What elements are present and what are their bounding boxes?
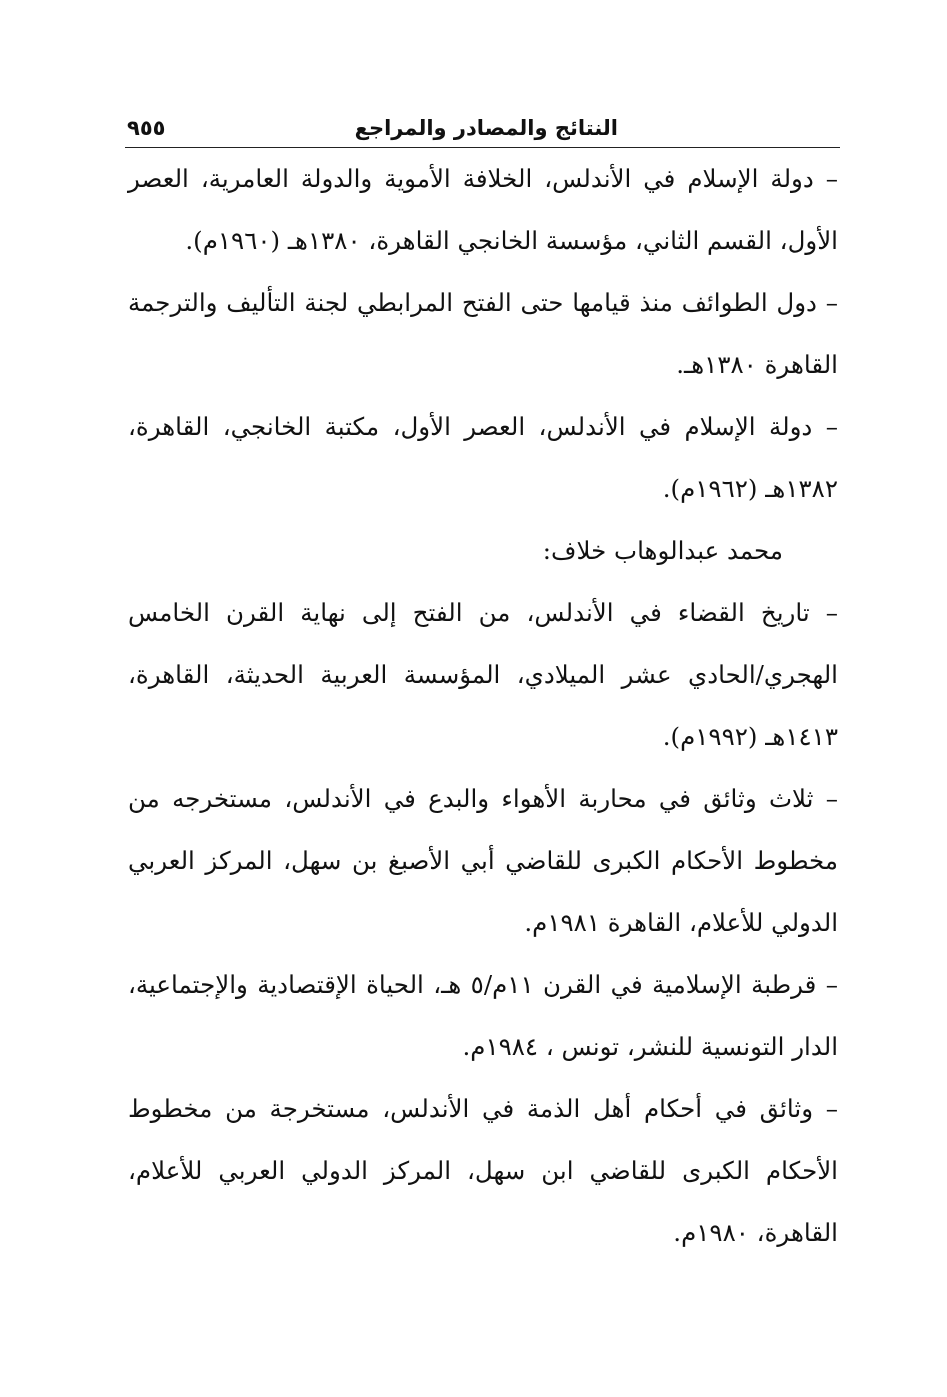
author-heading: محمد عبدالوهاب خلاف:	[542, 536, 783, 565]
bibliography-body	[128, 148, 838, 1264]
page-header	[125, 112, 840, 148]
running-title: النتائج والمصادر والمراجع	[354, 116, 618, 140]
bibliography-entry: – دولة الإسلام في الأندلس، العصر الأول، مكتبة الخانجي، القاهرة، ١٣٨٢هـ (١٩٦٢م).	[128, 412, 838, 503]
bibliography-entry: – دولة الإسلام في الأندلس، الخلافة الأموية والدولة العامرية، العصر الأول، القسم الثاني، مؤسسة الخانجي القاهرة، ١٣٨٠هـ (١٩٦٠م).	[128, 164, 838, 255]
page-number: ٩٥٥	[127, 116, 166, 140]
bibliography-entry: – قرطبة الإسلامية في القرن ١١م/٥ هـ، الحياة الإقتصادية والإجتماعية، الدار التونسية للنشر، تونس ، ١٩٨٤م.	[128, 970, 838, 1061]
bibliography-entry: – وثائق في أحكام أهل الذمة في الأندلس، مستخرجة من مخطوط الأحكام الكبرى للقاضي ابن سهل، المركز الدولي العربي للأعلام، القاهرة، ١٩٨٠م.	[128, 1094, 838, 1247]
bibliography-entry: – دول الطوائف منذ قيامها حتى الفتح المرابطي لجنة التأليف والترجمة القاهرة ١٣٨٠هـ.	[128, 288, 838, 379]
bibliography-entry: – ثلاث وثائق في محاربة الأهواء والبدع في الأندلس، مستخرجه من مخطوط الأحكام الكبرى للقاضي أبي الأصبغ بن سهل، المركز العربي الدولي للأعلام، القاهرة ١٩٨١م.	[128, 784, 838, 937]
bibliography-entry: – تاريخ القضاء في الأندلس، من الفتح إلى نهاية القرن الخامس الهجري/الحادي عشر الميلادي، المؤسسة العربية الحديثة، القاهرة، ١٤١٣هـ (١٩٩٢م).	[128, 598, 838, 751]
